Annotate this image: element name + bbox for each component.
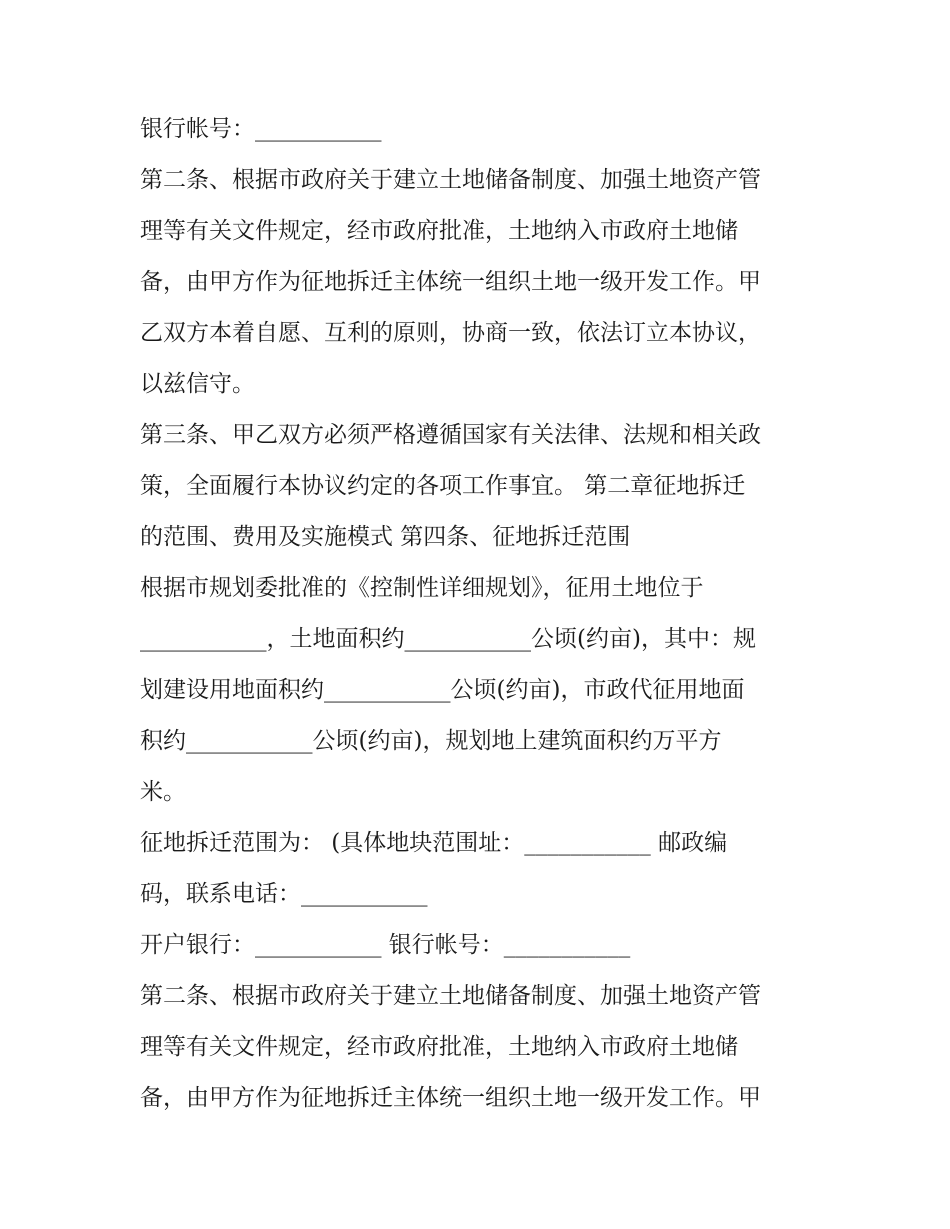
text-line-scope-b: 码，联系电话：___________ — [140, 881, 428, 907]
text-line-article-2-repeat-c: 备，由甲方作为征地拆迁主体统一组织土地一级开发工作。甲 — [140, 1085, 761, 1111]
text-line-bank-account: 银行帐号：___________ — [140, 116, 382, 142]
text-line-article-2-e: 以兹信守。 — [140, 371, 255, 397]
text-line-article-3-a: 第三条、甲乙双方必须严格遵循国家有关法律、法规和相关政 — [140, 422, 761, 448]
text-line-article-2-d: 乙双方本着自愿、互利的原则，协商一致，依法订立本协议， — [140, 320, 761, 346]
text-line-chapter-2-heading: 的范围、费用及实施模式 第四条、征地拆迁范围 — [140, 524, 631, 550]
text-line-article-4-d: 积约___________公顷(约亩)，规划地上建筑面积约万平方 — [140, 728, 722, 754]
text-line-article-4-a: 根据市规划委批准的《控制性详细规划》，征用土地位于 — [140, 575, 704, 601]
text-line-article-2-b: 理等有关文件规定，经市政府批准，土地纳入市政府土地储 — [140, 218, 738, 244]
text-line-article-4-e: 米。 — [140, 779, 186, 805]
text-line-article-2-repeat-b: 理等有关文件规定，经市政府批准，土地纳入市政府土地储 — [140, 1034, 738, 1060]
document-body — [140, 104, 820, 1124]
text-line-article-4-c: 划建设用地面积约___________公顷(约亩)，市政代征用地面 — [140, 677, 745, 703]
text-line-scope-a: 征地拆迁范围为： (具体地块范围址：___________ 邮政编 — [140, 830, 728, 856]
text-line-article-2-a: 第二条、根据市政府关于建立土地储备制度、加强土地资产管 — [140, 167, 761, 193]
text-line-article-4-b: ___________，土地面积约___________公顷(约亩)，其中：规 — [140, 626, 756, 652]
text-line-bank-info: 开户银行：___________ 银行帐号：___________ — [140, 932, 631, 958]
text-line-article-3-b: 策，全面履行本协议约定的各项工作事宜。 第二章征地拆迁 — [140, 473, 746, 499]
text-line-article-2-c: 备，由甲方作为征地拆迁主体统一组织土地一级开发工作。甲 — [140, 269, 761, 295]
text-line-article-2-repeat-a: 第二条、根据市政府关于建立土地储备制度、加强土地资产管 — [140, 983, 761, 1009]
